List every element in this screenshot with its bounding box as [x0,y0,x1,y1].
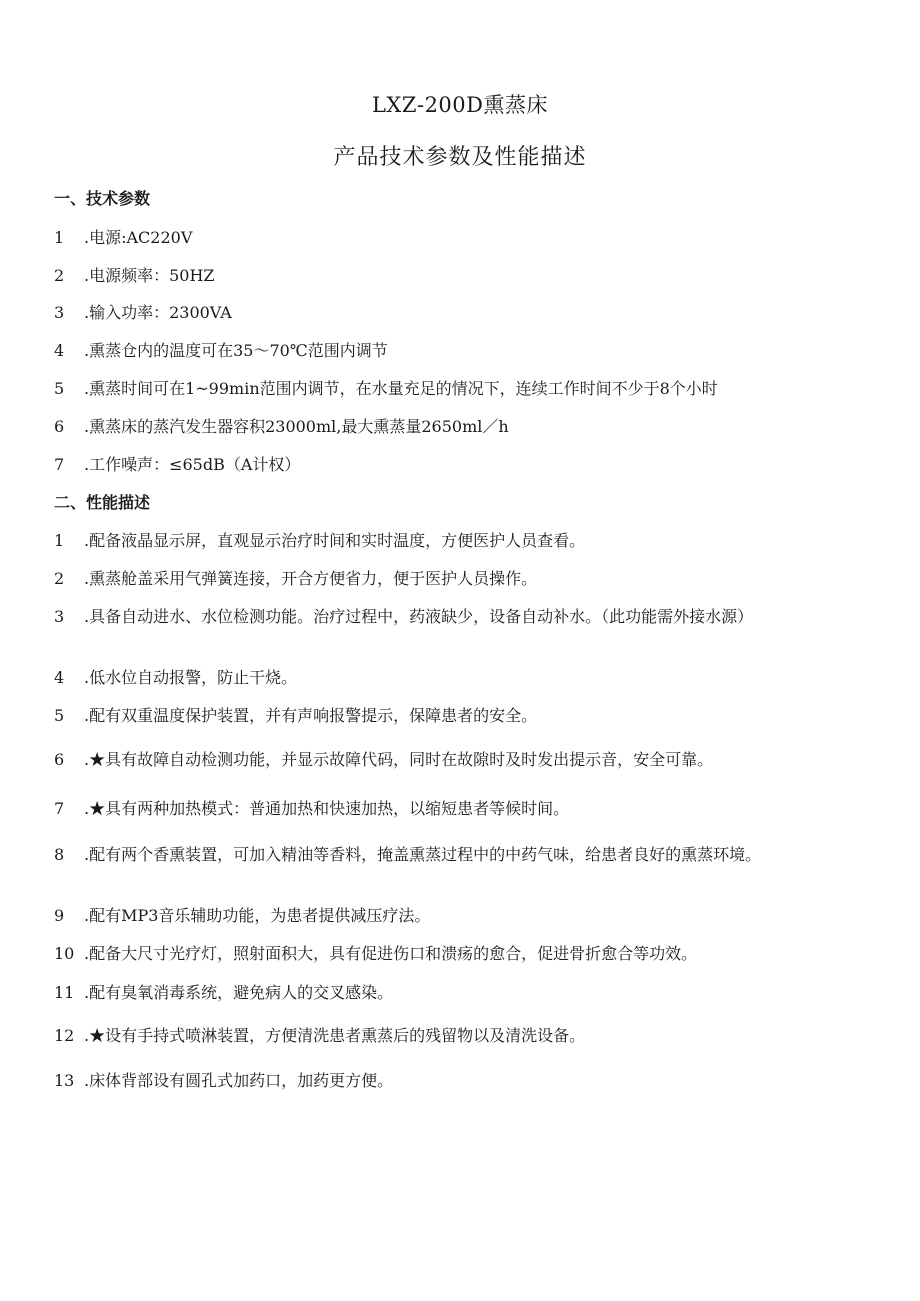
feature-item [54,798,854,820]
feature-item [54,844,854,866]
item-number: 8 [54,845,65,864]
item-text: .配备大尺寸光疗灯，照射面积大，具有促进伤口和溃疡的愈合，促进骨折愈合等功效。 [84,944,698,963]
spec-item [54,454,854,476]
item-text: .配有两个香熏装置，可加入精油等香料，掩盖熏蒸过程中的中药气味，给患者良好的熏蒸环境。 [84,845,762,864]
item-number: 9 [54,906,65,925]
document-subtitle: 产品技术参数及性能描述 [333,145,587,170]
item-text: .熏蒸仓内的温度可在35～70℃范围内调节 [84,341,388,360]
feature-item [54,749,854,771]
section-heading-specs: 一、技术参数 [54,189,151,208]
item-number: 11 [54,983,75,1002]
item-number: 12 [54,1026,75,1045]
item-number: 4 [54,668,65,687]
item-number: 7 [54,799,65,818]
item-text: .★具有两种加热模式：普通加热和快速加热，以缩短患者等候时间。 [84,799,570,818]
item-number: 1 [54,531,65,550]
feature-item [54,667,854,689]
item-number: 4 [54,341,65,360]
item-text: .配有臭氧消毒系统，避免病人的交叉感染。 [84,983,394,1002]
item-number: 1 [54,228,65,247]
item-text: .输入功率：2300VA [84,303,232,322]
item-text: .配备液晶显示屏，直观显示治疗时间和实时温度，方便医护人员查看。 [84,531,586,550]
item-number: 13 [54,1071,75,1090]
item-number: 5 [54,379,65,398]
spec-item [54,416,854,438]
item-number: 3 [54,607,65,626]
document-title: LXZ-200D熏蒸床 [371,93,548,117]
item-number: 2 [54,569,65,588]
item-text: .配有双重温度保护装置，并有声响报警提示，保障患者的安全。 [84,706,538,725]
item-text: .低水位自动报警，防止干烧。 [84,668,298,687]
item-number: 3 [54,303,65,322]
item-number: 6 [54,417,65,436]
item-number: 5 [54,706,65,725]
item-text: .具备自动进水、水位检测功能。治疗过程中，药液缺少，设备自动补水。（此功能需外接水源） [84,607,754,626]
item-text: .熏蒸时间可在1~99min范围内调节，在水量充足的情况下，连续工作时间不少于8个小时 [84,379,718,398]
feature-item [54,568,854,590]
item-text: .电源频率：50HZ [84,266,215,285]
item-text: .配有MP3音乐辅助功能，为患者提供减压疗法。 [84,906,431,925]
feature-item [54,705,854,727]
item-text: .熏蒸床的蒸汽发生器容积23000ml,最大熏蒸量2650ml／h [84,417,509,436]
feature-item [54,1025,854,1047]
item-number: 7 [54,455,65,474]
item-number: 2 [54,266,65,285]
feature-item [54,943,854,965]
spec-item [54,378,854,400]
spec-item [54,340,854,362]
feature-item [54,905,854,927]
item-text: .★设有手持式喷淋装置，方便清洗患者熏蒸后的残留物以及清洗设备。 [84,1026,586,1045]
feature-item [54,606,854,628]
item-text: .工作噪声：≤65dB（A计权） [84,455,301,474]
feature-item [54,982,854,1004]
feature-item [54,1070,854,1092]
item-text: .熏蒸舱盖采用气弹簧连接，开合方便省力，便于医护人员操作。 [84,569,538,588]
spec-item [54,227,854,249]
spec-item [54,265,854,287]
item-number: 6 [54,750,65,769]
item-number: 10 [54,944,75,963]
section-heading-features: 二、性能描述 [54,493,151,512]
spec-item [54,302,854,324]
item-text: .★具有故障自动检测功能，并显示故障代码，同时在故隙时及时发出提示音，安全可靠。 [84,750,714,769]
item-text: .床体背部设有圆孔式加药口，加药更方便。 [84,1071,394,1090]
feature-item [54,530,854,552]
item-text: .电源:AC220V [84,228,193,247]
